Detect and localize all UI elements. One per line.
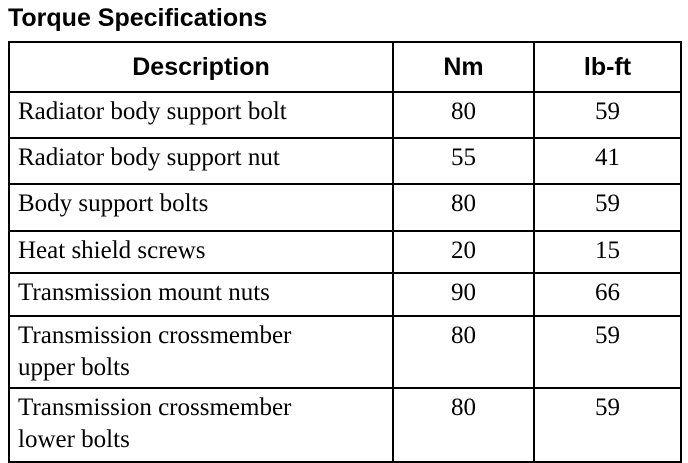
description-cell [9, 138, 393, 184]
column-header-description: Description [9, 42, 393, 92]
torque-spec-table [8, 41, 682, 463]
description-cell [9, 184, 393, 231]
nm-cell: 80 [393, 388, 534, 462]
nm-cell: 20 [393, 231, 534, 273]
page-title: Torque Specifications [8, 4, 268, 32]
table-row [9, 231, 681, 273]
nm-cell: 80 [393, 316, 534, 388]
description-line: Heat shield screws [18, 237, 206, 264]
description-line: upper bolts [18, 354, 130, 381]
description-line: Body support bolts [18, 190, 209, 217]
table-row [9, 388, 681, 462]
description-line: lower bolts [18, 426, 130, 453]
lbft-cell: 66 [534, 273, 681, 316]
lbft-cell: 41 [534, 138, 681, 184]
lbft-cell: 59 [534, 316, 681, 388]
nm-cell: 80 [393, 184, 534, 231]
column-header-lbft: lb-ft [534, 42, 681, 92]
lbft-cell: 59 [534, 184, 681, 231]
description-cell [9, 92, 393, 138]
description-line: Radiator body support bolt [18, 98, 287, 125]
nm-cell: 90 [393, 273, 534, 316]
description-cell [9, 388, 393, 462]
table-row [9, 184, 681, 231]
table-row [9, 138, 681, 184]
lbft-cell: 15 [534, 231, 681, 273]
lbft-cell: 59 [534, 92, 681, 138]
table-row [9, 316, 681, 388]
description-line: Radiator body support nut [18, 144, 280, 171]
description-cell [9, 231, 393, 273]
description-line: Transmission crossmember [18, 322, 292, 349]
nm-cell: 80 [393, 92, 534, 138]
lbft-cell: 59 [534, 388, 681, 462]
table-row [9, 273, 681, 316]
table-header-row [9, 42, 681, 92]
description-cell [9, 316, 393, 388]
description-line: Transmission mount nuts [18, 279, 270, 306]
description-line: Transmission crossmember [18, 394, 292, 421]
description-cell [9, 273, 393, 316]
table-row [9, 92, 681, 138]
column-header-nm: Nm [393, 42, 534, 92]
nm-cell: 55 [393, 138, 534, 184]
